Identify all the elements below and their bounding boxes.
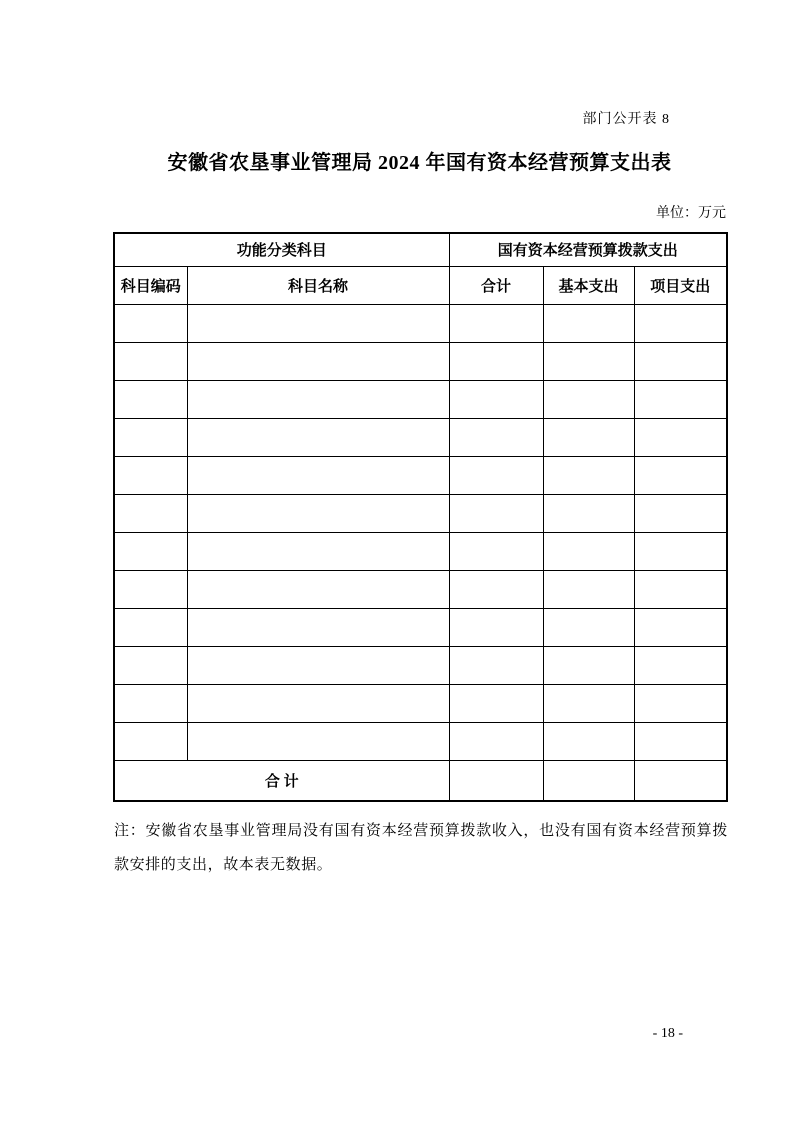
header-group-function: 功能分类科目 xyxy=(114,233,449,266)
empty-cell xyxy=(187,494,449,532)
empty-cell xyxy=(449,342,543,380)
empty-cell xyxy=(449,456,543,494)
empty-cell xyxy=(187,532,449,570)
empty-cell xyxy=(187,380,449,418)
total-row-project-value xyxy=(634,760,727,801)
unit-label: 单位：万元 xyxy=(656,206,726,221)
doc-label: 部门公开表 8 xyxy=(582,112,670,127)
empty-cell xyxy=(187,570,449,608)
table-row xyxy=(114,684,727,722)
empty-cell xyxy=(634,418,727,456)
empty-cell xyxy=(187,456,449,494)
empty-cell xyxy=(634,304,727,342)
header-group-row xyxy=(114,233,727,266)
empty-cell xyxy=(449,570,543,608)
table-row xyxy=(114,342,727,380)
empty-cell xyxy=(114,418,187,456)
empty-cell xyxy=(187,646,449,684)
table-row xyxy=(114,456,727,494)
empty-cell xyxy=(187,304,449,342)
column-header-total: 合计 xyxy=(449,266,543,304)
empty-cell xyxy=(114,570,187,608)
column-header-subject-code: 科目编码 xyxy=(114,266,187,304)
empty-cell xyxy=(634,342,727,380)
empty-cell xyxy=(543,684,634,722)
empty-cell xyxy=(634,494,727,532)
empty-cell xyxy=(187,722,449,760)
empty-cell xyxy=(543,608,634,646)
page-title: 安徽省农垦事业管理局 2024 年国有资本经营预算支出表 xyxy=(167,152,672,174)
empty-cell xyxy=(187,342,449,380)
total-row-total-value xyxy=(449,760,543,801)
empty-cell xyxy=(449,380,543,418)
empty-cell xyxy=(543,418,634,456)
empty-cell xyxy=(114,532,187,570)
empty-cell xyxy=(543,342,634,380)
empty-cell xyxy=(114,304,187,342)
empty-cell xyxy=(114,456,187,494)
table-row xyxy=(114,380,727,418)
empty-cell xyxy=(114,380,187,418)
column-header-project-expenditure: 项目支出 xyxy=(634,266,727,304)
empty-cell xyxy=(634,380,727,418)
empty-cell xyxy=(634,532,727,570)
table-row xyxy=(114,608,727,646)
empty-cell xyxy=(114,608,187,646)
page-number: - 18 - xyxy=(652,1026,683,1041)
empty-cell xyxy=(634,570,727,608)
table-header xyxy=(114,233,727,304)
empty-cell xyxy=(449,722,543,760)
empty-cell xyxy=(114,494,187,532)
empty-cell xyxy=(543,722,634,760)
table-row xyxy=(114,722,727,760)
empty-cell xyxy=(543,380,634,418)
table-row xyxy=(114,304,727,342)
empty-cell xyxy=(114,684,187,722)
empty-cell xyxy=(634,722,727,760)
total-row-label: 合 计 xyxy=(114,760,449,801)
empty-cell xyxy=(449,646,543,684)
table-body xyxy=(114,304,727,801)
empty-cell xyxy=(634,608,727,646)
total-row xyxy=(114,760,727,801)
header-column-row xyxy=(114,266,727,304)
table-row xyxy=(114,418,727,456)
budget-table xyxy=(113,232,728,802)
empty-cell xyxy=(449,418,543,456)
empty-cell xyxy=(114,342,187,380)
empty-cell xyxy=(543,646,634,684)
empty-cell xyxy=(449,608,543,646)
note-text: 注：安徽省农垦事业管理局没有国有资本经营预算拨款收入，也没有国有资本经营预算拨款安排的支出，故本表无数据。 xyxy=(114,823,728,873)
table-row xyxy=(114,570,727,608)
empty-cell xyxy=(543,494,634,532)
empty-cell xyxy=(449,494,543,532)
empty-cell xyxy=(114,722,187,760)
table-row xyxy=(114,532,727,570)
empty-cell xyxy=(634,646,727,684)
table-row xyxy=(114,494,727,532)
empty-cell xyxy=(543,570,634,608)
table-row xyxy=(114,646,727,684)
empty-cell xyxy=(543,304,634,342)
empty-cell xyxy=(449,684,543,722)
column-header-basic-expenditure: 基本支出 xyxy=(543,266,634,304)
empty-cell xyxy=(634,684,727,722)
empty-cell xyxy=(543,456,634,494)
empty-cell xyxy=(187,608,449,646)
empty-cell xyxy=(449,304,543,342)
column-header-subject-name: 科目名称 xyxy=(187,266,449,304)
empty-cell xyxy=(634,456,727,494)
empty-cell xyxy=(449,532,543,570)
empty-cell xyxy=(114,646,187,684)
empty-cell xyxy=(187,684,449,722)
empty-cell xyxy=(543,532,634,570)
header-group-appropriation: 国有资本经营预算拨款支出 xyxy=(449,233,727,266)
total-row-basic-value xyxy=(543,760,634,801)
empty-cell xyxy=(187,418,449,456)
